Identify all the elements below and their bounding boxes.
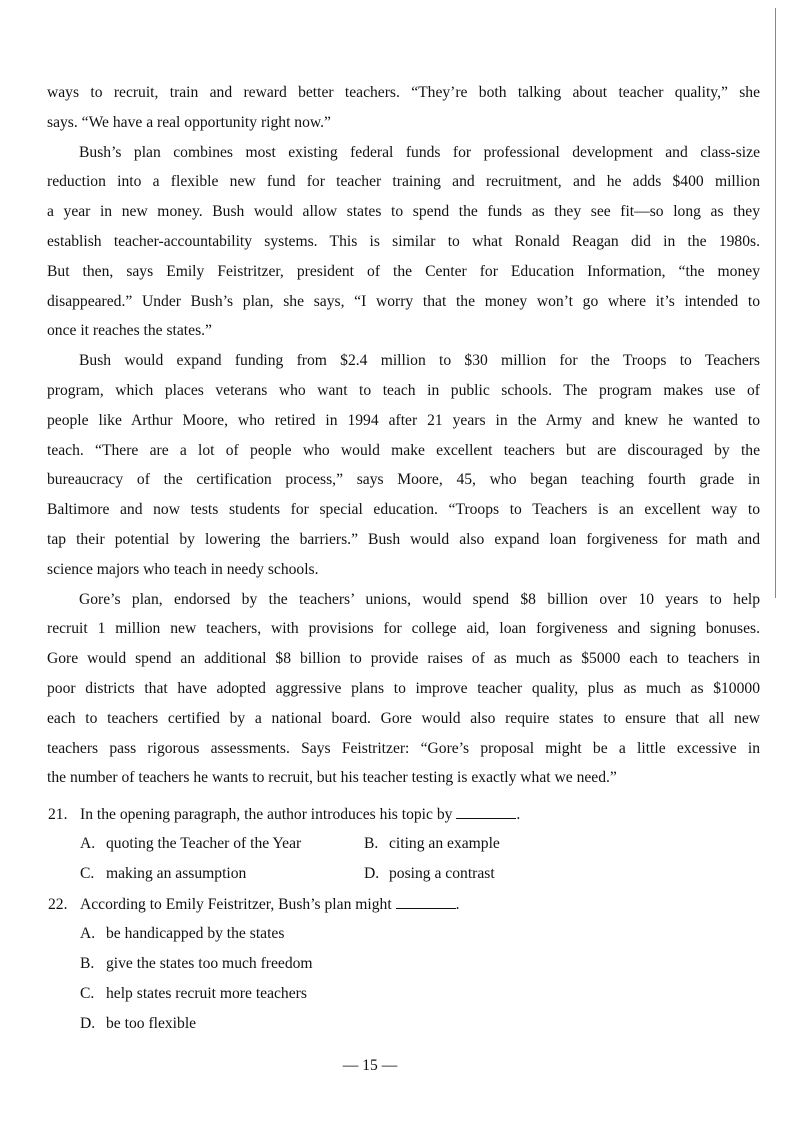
text-line: the number of teachers he wants to recruit, but his teacher testing is exactly what we need.” [47, 769, 617, 787]
page-number: — 15 — [342, 1057, 398, 1074]
stem-text: In the opening paragraph, the author introduces his topic by [80, 806, 453, 823]
stem-text: According to Emily Feistritzer, Bush’s plan might [80, 896, 392, 913]
option-letter: B. [80, 955, 95, 972]
text-line: Bush would expand funding from $2.4 million to $30 million for the Troops to Teachers [79, 352, 760, 370]
text-line: reduction into a flexible new fund for teacher training and recruitment, and he adds $400 million [47, 173, 760, 191]
text-line: But then, says Emily Feistritzer, president of the Center for Education Information, “the money [47, 262, 760, 280]
option-letter: C. [80, 865, 95, 882]
text-line: science majors who teach in needy schools. [47, 560, 319, 578]
question-number: 22. [48, 896, 68, 913]
text-line: Bush’s plan combines most existing federal funds for professional development and class-size [79, 143, 760, 161]
option-text[interactable]: citing an example [389, 835, 500, 852]
text-line: once it reaches the states.” [47, 322, 212, 340]
text-line: disappeared.” Under Bush’s plan, she says, “I worry that the money won’t go where it’s intended to [47, 292, 760, 310]
text-line: establish teacher-accountability systems. This is similar to what Ronald Reagan did in the 1980s. [47, 233, 760, 250]
option-letter: C. [80, 985, 95, 1002]
question-stem [80, 890, 459, 920]
question-stem [80, 800, 520, 830]
option-text[interactable]: making an assumption [106, 865, 247, 882]
option-letter: B. [364, 835, 379, 852]
question-number: 21. [48, 806, 68, 823]
text-line: Baltimore and now tests students for special education. “Troops to Teachers is an excellent way to [47, 501, 760, 519]
text-line: Gore would spend an additional $8 billion to provide raises of as much as $5000 each to teachers in [47, 650, 760, 668]
answer-blank [396, 894, 456, 909]
text-line: teachers pass rigorous assessments. Says Feistritzer: “Gore’s proposal might be a little excessive in [47, 739, 760, 757]
stem-end: . [455, 896, 460, 913]
scan-edge-line [775, 8, 776, 598]
option-text[interactable]: help states recruit more teachers [106, 985, 307, 1002]
text-line: tap their potential by lowering the barriers.” Bush would also expand loan forgiveness for math and [47, 531, 760, 548]
text-line: recruit 1 million new teachers, with provisions for college aid, loan forgiveness and signing bonuses. [47, 620, 760, 638]
text-line: poor districts that have adopted aggressive plans to improve teacher quality, plus as much as $10000 [47, 680, 760, 697]
option-text[interactable]: be too flexible [106, 1015, 197, 1032]
text-line: program, which places veterans who want to teach in public schools. The program makes use of [47, 382, 760, 399]
option-letter: D. [80, 1015, 96, 1032]
text-line: says. “We have a real opportunity right now.” [47, 113, 331, 131]
option-text[interactable]: be handicapped by the states [106, 925, 285, 942]
stem-end: . [516, 806, 521, 823]
option-letter: D. [364, 865, 380, 882]
text-line: a year in new money. Bush would allow states to spend the funds as they see fit—so long as they [47, 203, 760, 221]
text-line: each to teachers certified by a national board. Gore would also require states to ensure that all new [47, 709, 760, 727]
option-text[interactable]: give the states too much freedom [106, 955, 313, 972]
option-text[interactable]: posing a contrast [389, 865, 495, 882]
option-letter: A. [80, 925, 96, 942]
text-line: Gore’s plan, endorsed by the teachers’ unions, would spend $8 billion over 10 years to help [79, 590, 760, 608]
text-line: teach. “There are a lot of people who would make excellent teachers but are discouraged by the [47, 441, 760, 459]
option-text[interactable]: quoting the Teacher of the Year [106, 835, 302, 852]
text-line: ways to recruit, train and reward better teachers. “They’re both talking about teacher quality,” she [47, 84, 760, 101]
text-line: bureaucracy of the certification process,” says Moore, 45, who began teaching fourth grade in [47, 471, 760, 489]
answer-blank [456, 804, 516, 819]
option-letter: A. [80, 835, 96, 852]
text-line: people like Arthur Moore, who retired in 1994 after 21 years in the Army and knew he wanted to [47, 411, 760, 429]
